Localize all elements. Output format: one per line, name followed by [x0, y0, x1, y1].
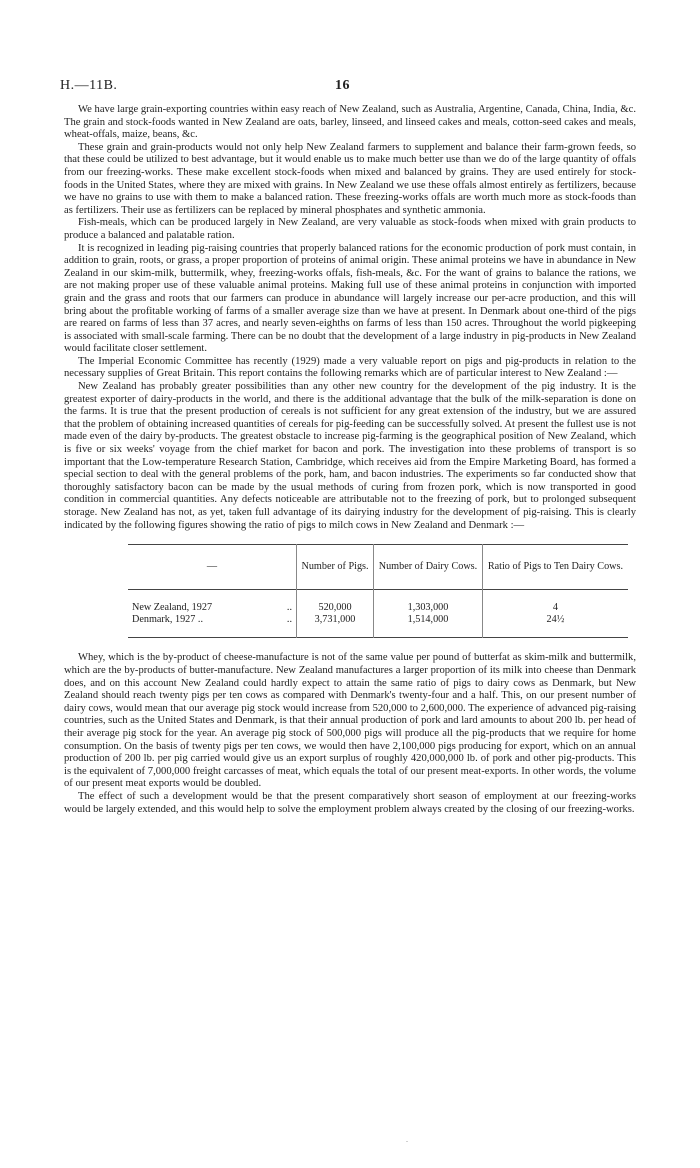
body-text	[64, 104, 636, 816]
paragraph: Whey, which is the by-product of cheese-manufacture is not of the same value per pound of butterfat as skim-milk and buttermilk, which are the by-products of butter-manufacture. New Zealand manufactures a larger proportion of its milk into cheese than Denmark does, and on this account New Zealand could hardly expect to attain the same ratio of pigs to dairy cows as Denmark, but New Zealand should reach twenty pigs per ten cows as compared with Denmark's twenty-four and a half. This, on our present number of dairy cows, would mean that our average pig stock would increase from 520,000 to 2,600,000. The experience of advanced pig-raising countries, such as the United States and Denmark, is that their annual production of pork and lard amounts to about 200 lb. per head of their average pig stock for the year. An average pig stock of 500,000 pigs will produce all the pig-products that we require for home consumption. On the basis of twenty pigs per ten cows, we would then have 2,100,000 pigs producing for export, which on an annual production of 200 lb. per pig carried would give us an export surplus of roughly 420,000,000 lb. of pork and other pig-products. This is the equivalent of 7,000,000 freight carcasses of meat, which equals the total of our present meat-exports. In other words, the volume of our present meat exports would be doubled.	[64, 652, 636, 790]
table-cell: 1,514,000	[374, 614, 483, 638]
table-header: —	[128, 545, 297, 590]
table-cell: 3,731,000	[297, 614, 374, 638]
leader-dots: ..	[286, 602, 292, 614]
quoted-remarks: New Zealand has probably greater possibilities than any other new country for the development of the pig industry. It is the greatest exporter of dairy-products in the world, and there is the additional advantage that the bulk of the milk-separation is done on the farms. It is true that the present production of cereals is not sufficient for any great extension of the industry, but we are assured that the problem of obtaining increased quantities of cereals for pig-feeding can be successfully solved. At present the fullest use is not made even of the dairy by-products. The greatest obstacle to increase pig-farming is the geographical position of New Zealand, which is five or six weeks' voyage from the chief market for bacon and pork. The investigation into these problems of transport is so important that the Low-temperature Research Station, Cambridge, which receives aid from the Empire Marketing Board, has formed a special section to deal with the general problems of the pork, ham, and bacon industries. The experiments so far conducted show that thoroughly satisfactory bacon can be made by the usual methods of curing from frozen pork, which is now transported in good condition in commercial quantities. Any defects noticeable are attributable not to the freezing of pork, but to prolonged subsequent storage. New Zealand has not, as yet, taken full advantage of its dairying industry for the development of pig-raising. This is clearly indicated by the following figures showing the ratio of pigs to milch cows in New Zealand and Denmark :—	[64, 381, 636, 531]
paragraph: The effect of such a development would be that the present comparatively short season of employment at our freezing-works would be largely extended, and this would help to solve the employment problem always created by the closing of our freezing-works.	[64, 790, 636, 815]
table-row	[128, 614, 628, 638]
table-cell: 1,303,000	[374, 590, 483, 614]
table-header: Ratio of Pigs to Ten Dairy Cows.	[487, 561, 624, 573]
table-cell: 4	[552, 602, 558, 614]
paragraph: Fish-meals, which can be produced largely in New Zealand, are very valuable as stock-foods when mixed with grain products to produce a balanced and palatable ration.	[64, 217, 636, 241]
document-reference: H.—11B.	[60, 78, 118, 93]
paragraph: The Imperial Economic Committee has recently (1929) made a very valuable report on pigs and pig-products in relation to the necessary supplies of Great Britain. This report contains the following remarks which are of particular interest to New Zealand :—	[64, 355, 636, 380]
table-header-row	[128, 545, 628, 590]
leader-dots: ..	[286, 613, 292, 625]
table-header: Number of Dairy Cows.	[374, 545, 483, 590]
page-number: 16	[335, 78, 350, 93]
country-label: Denmark, 1927 ..	[132, 613, 204, 625]
paragraph: These grain and grain-products would not only help New Zealand farmers to supplement and balance their farm-grown feeds, so that these could be utilized to best advantage, but it would enable us to make much better use than we do of the large quantity of offals from our freezing-works. These make excellent stock-foods when mixed and balanced by grains. They are used entirely for stock-foods in the United States, where they are mixed with grains. In New Zealand we use these offals almost entirely as fertilizers, because we have no grains to use with them to make a balanced ration. These freezing-works offals are worth much more as stock-foods than as fertilizers. Their use as fertilizers can be replaced by mineral phosphates and synthetic ammonia.	[64, 141, 636, 216]
table-cell-country	[128, 614, 297, 638]
table-header: Number of Pigs.	[297, 545, 374, 590]
paragraph: We have large grain-exporting countries within easy reach of New Zealand, such as Australia, Argentine, Canada, China, India, &c. The grain and stock-foods wanted in New Zealand are oats, barley, linseed, and linseed cakes and meals, cotton-seed cakes and meals, wheat-offals, maize, beans, &c.	[64, 104, 636, 141]
paragraph: It is recognized in leading pig-raising countries that properly balanced rations for the economic production of pork must contain, in addition to grain, roots, or grass, a proper proportion of proteins of animal origin. These animal proteins we have in abundance in New Zealand in our skim-milk, buttermilk, whey, freezing-works offals, fish-meals, &c. For the want of grains to balance the rations, we are not making proper use of these valuable animal proteins. Making full use of these animal proteins in conjunction with imported grain and the grass and roots that our farmers can produce in abundance will largely increase our per-acre production, and this will bring about the profitable working of farms of a smaller average size than we have at present. In Denmark about one-third of the pigs are reared on farms of less than 37 acres, and nearly seven-eighths on farms of less than 150 acres. Throughout the world pigkeeping is associated with small-scale farming. There can be no doubt that the development of a large industry in pig-products in New Zealand would facilitate closer settlement.	[64, 242, 636, 355]
table-cell: 24½	[546, 613, 565, 625]
table-cell-country	[128, 590, 297, 614]
country-label: New Zealand, 1927	[132, 602, 213, 614]
footer-mark: .	[406, 1135, 408, 1144]
table-row	[128, 590, 628, 614]
pig-ratio-table	[128, 544, 628, 638]
table-cell: 520,000	[297, 590, 374, 614]
